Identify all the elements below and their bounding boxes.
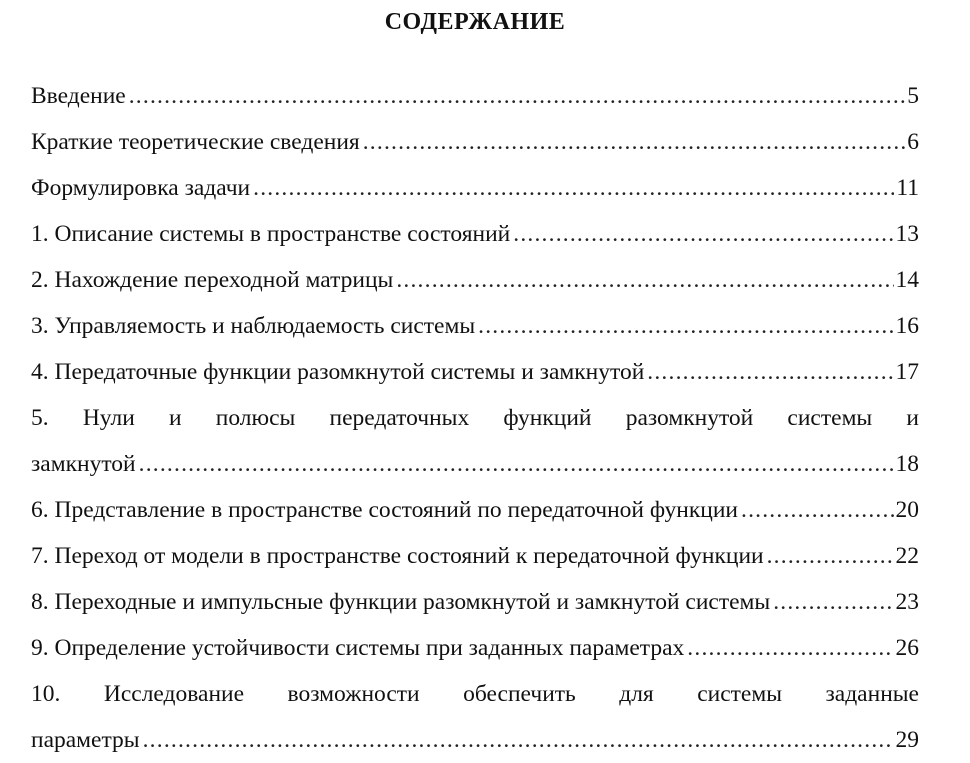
toc-entry-label: 7. Переход от модели в пространстве состояний к передаточной функции: [31, 543, 764, 569]
dot-leader: [139, 441, 894, 487]
toc-entry-problem-statement[interactable]: [31, 165, 919, 211]
page-title: СОДЕРЖАНИЕ: [384, 9, 566, 35]
toc-entry-section-6[interactable]: [31, 487, 919, 533]
dot-leader: [129, 73, 906, 119]
table-of-contents: [31, 73, 919, 763]
dot-leader: [647, 349, 893, 395]
dot-leader: [396, 257, 893, 303]
toc-entry-section-5[interactable]: [31, 395, 919, 487]
toc-entry-page: 6: [907, 129, 919, 155]
toc-page: [31, 0, 919, 753]
toc-entry-label: 2. Нахождение переходной матрицы: [31, 267, 394, 293]
dot-leader: [143, 717, 894, 763]
dot-leader: [363, 119, 906, 165]
toc-entry-label-line2: замкнутой: [31, 451, 136, 477]
dot-leader: [478, 303, 893, 349]
toc-entry-page: 5: [907, 83, 919, 109]
toc-entry-page: 22: [895, 543, 919, 569]
toc-entry-label: 6. Представление в пространстве состояний по передаточной функции: [31, 497, 738, 523]
toc-entry-page: 13: [895, 221, 919, 247]
toc-entry-introduction[interactable]: [31, 73, 919, 119]
toc-entry-section-4[interactable]: [31, 349, 919, 395]
dot-leader: [741, 487, 894, 533]
toc-entry-line2: [31, 441, 919, 487]
toc-entry-line2: [31, 717, 919, 763]
dot-leader: [767, 533, 894, 579]
dot-leader: [253, 165, 894, 211]
toc-entry-theory[interactable]: [31, 119, 919, 165]
toc-entry-section-7[interactable]: [31, 533, 919, 579]
toc-entry-page: 17: [895, 359, 919, 385]
toc-entry-section-10[interactable]: [31, 671, 919, 763]
toc-entry-label: 9. Определение устойчивости системы при заданных параметрах: [31, 635, 685, 661]
dot-leader: [687, 625, 893, 671]
toc-entry-page: 26: [895, 635, 919, 661]
dot-leader: [513, 211, 893, 257]
toc-entry-label-line1: 5. Нули и полюсы передаточных функций разомкнутой системы и: [31, 405, 919, 431]
toc-entry-section-2[interactable]: [31, 257, 919, 303]
toc-entry-page: 11: [896, 175, 919, 201]
toc-entry-label-line2: параметры: [31, 727, 140, 753]
toc-entry-label: Краткие теоретические сведения: [31, 129, 360, 155]
toc-entry-section-8[interactable]: [31, 579, 919, 625]
toc-entry-label: 8. Переходные и импульсные функции разомкнутой и замкнутой системы: [31, 589, 771, 615]
toc-entry-section-3[interactable]: [31, 303, 919, 349]
toc-entry-page: 16: [895, 313, 919, 339]
toc-entry-section-9[interactable]: [31, 625, 919, 671]
toc-entry-page: 29: [895, 727, 919, 753]
toc-entry-label: 4. Передаточные функции разомкнутой системы и замкнутой: [31, 359, 645, 385]
toc-entry-page: 23: [895, 589, 919, 615]
toc-entry-label: Введение: [31, 83, 126, 109]
toc-entry-section-1[interactable]: [31, 211, 919, 257]
toc-entry-label: 3. Управляемость и наблюдаемость системы: [31, 313, 476, 339]
toc-entry-label: Формулировка задачи: [31, 175, 251, 201]
dot-leader: [773, 579, 893, 625]
toc-entry-label-line1: 10. Исследование возможности обеспечить для системы заданные: [31, 681, 919, 707]
toc-entry-page: 14: [895, 267, 919, 293]
toc-entry-page: 18: [895, 451, 919, 477]
toc-entry-page: 20: [895, 497, 919, 523]
toc-entry-label: 1. Описание системы в пространстве состояний: [31, 221, 511, 247]
